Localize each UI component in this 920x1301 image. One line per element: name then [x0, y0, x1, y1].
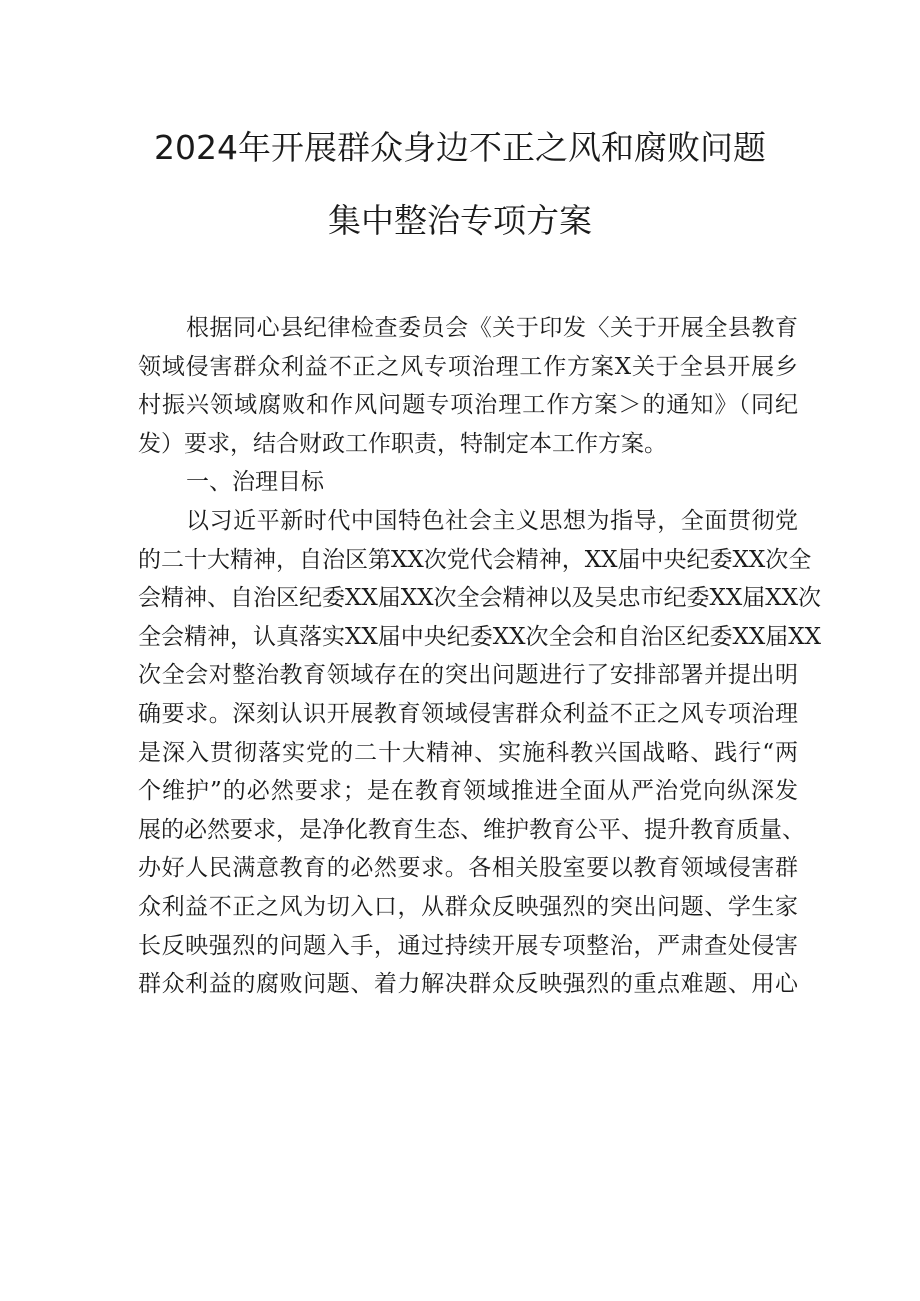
body-line: 的二十大精神，自治区第XX次党代会精神，XX届中央纪委XX次全 — [138, 546, 812, 573]
body-line: 确要求。深刻认识开展教育领域侵害群众利益不正之风专项治理 — [138, 700, 798, 727]
section-heading: 一、治理目标 — [186, 469, 324, 496]
body-line: 办好人民满意教育的必然要求。各相关股室要以教育领域侵害群 — [138, 855, 798, 882]
body-line: 会精神、自治区纪委XX届XX次全会精神以及吴忠市纪委XX届XX次 — [138, 585, 821, 612]
body-line: 众利益不正之风为切入口，从群众反映强烈的突出问题、学生家 — [138, 893, 798, 920]
document-body — [138, 309, 821, 1004]
body-line: 领域侵害群众利益不正之风专项治理工作方案X关于全县开展乡 — [138, 353, 798, 380]
body-line: 个维护”的必然要求；是在教育领域推进全面从严治党向纵深发 — [138, 778, 798, 805]
body-line: 以习近平新时代中国特色社会主义思想为指导，全面贯彻党 — [186, 507, 798, 534]
body-line: 村振兴领域腐败和作风问题专项治理工作方案＞的通知》（同纪 — [138, 392, 798, 419]
body-line: 发）要求，结合财政工作职责，特制定本工作方案。 — [138, 430, 667, 457]
body-line: 是深入贯彻落实党的二十大精神、实施科教兴国战略、践行“两 — [138, 739, 798, 766]
body-line: 长反映强烈的问题入手，通过持续开展专项整治，严肃查处侵害 — [138, 932, 798, 959]
document-title-line-1: 2024年开展群众身边不正之风和腐败问题 — [154, 128, 766, 167]
body-line: 全会精神，认真落实XX届中央纪委XX次全会和自治区纪委XX届XX — [138, 623, 821, 650]
body-line: 展的必然要求，是净化教育生态、维护教育公平、提升教育质量、 — [138, 816, 805, 843]
body-line: 群众利益的腐败问题、着力解决群众反映强烈的重点难题、用心 — [138, 971, 798, 998]
document-title-line-2: 集中整治专项方案 — [328, 201, 592, 240]
body-line: 根据同心县纪律检查委员会《关于印发〈关于开展全县教育 — [186, 315, 798, 341]
body-line: 次全会对整治教育领域存在的突出问题进行了安排部署并提出明 — [138, 662, 798, 689]
